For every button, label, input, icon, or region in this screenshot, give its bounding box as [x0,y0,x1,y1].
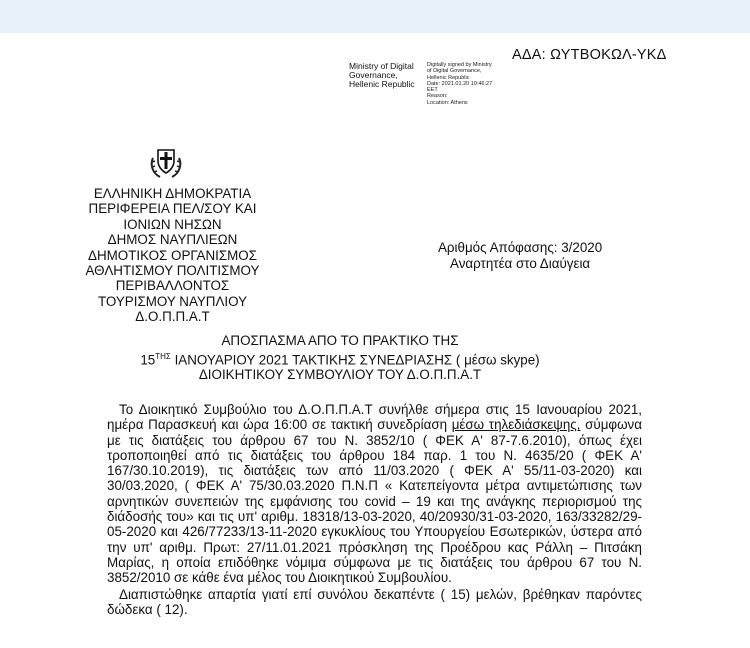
signature-line: Hellenic Republic [349,79,415,89]
org-line: ΔΗΜΟΤΙΚΟΣ ΟΡΓΑΝΙΣΜΟΣ [88,247,257,263]
paragraph-text: Το Διοικητικό Συμβούλιο του Δ.Ο.Π.Π.Α.Τ συνήλθε σήμερα στις 15 Ιανουαρίου 2021, ημέρα Παρασκευή και ώρα 16:00 σε τακτική συνεδρίαση [107,402,642,433]
signature-detail: EET [427,87,438,94]
org-line: ΤΟΥΡΙΣΜΟΥ ΝΑΥΠΛΙΟΥ [97,293,248,309]
body-paragraph [107,402,642,586]
org-line: Δ.Ο.Π.Π.Α.Τ [135,309,210,325]
decision-info [438,240,602,271]
signature-detail: Digitally signed by Ministry [427,62,492,68]
signature-line: Ministry of Digital [349,61,414,71]
org-line: ΔΗΜΟΣ ΝΑΥΠΛΙΕΩΝ [107,232,238,248]
signature-detail: Location: Athens [427,99,468,106]
heading-day: 15 [140,351,156,367]
org-line: ΑΘΛΗΤΙΣΜΟΥ ΠΟΛΙΤΙΣΜΟΥ [85,263,260,279]
signature-detail: of Digital Governance, [427,68,482,75]
heading-line-2 [130,349,550,368]
signature-detail: Hellenic Republic [427,74,470,81]
issuing-organization [70,186,275,325]
org-line: ΙΟΝΙΩΝ ΝΗΣΩΝ [123,216,222,232]
document-body [107,402,642,617]
digital-signature-details [427,62,492,106]
body-paragraph: Διαπιστώθηκε απαρτία γιατί επί συνόλου δεκαπέντε ( 15) μελών, βρέθηκαν παρόντες δώδεκα ( 12). [107,586,642,617]
signature-detail: Date: 2021.01.20 10:46:27 [427,80,493,87]
signature-detail: Reason: [427,93,448,100]
heading-day-suffix: ΤΗΣ [155,351,171,361]
org-line: ΠΕΡΙΦΕΡΕΙΑ ΠΕΛ/ΣΟΥ ΚΑΙ [88,201,257,217]
paragraph-text: σύμφωνα με τις διατάξεις του άρθρου 67 του Ν. 3852/10 ( ΦΕΚ Α' 87-7.6.2010), όπως έχει τροποποιηθεί από τις διατάξεις του άρθρου 184 παρ. 1 του Ν. 4635/20 ( ΦΕΚ Α' 167/30.10.2019), τις διατάξεις των από 11/03.2020 ( ΦΕΚ Α' 55/11-03-2020) και 30/03.2020, ( ΦΕΚ Α' 75/30.03.2020 Π.Ν.Π « Κατεπείγοντα μέτρα αντιμετώπισης των αρνητικών συνεπειών της εμφάνισης του covid – 19 και της ανάγκης περιορισμού της διάδοσής του» και τις υπ' αριθμ. 18318/13-03-2020, 40/20930/31-03-2020, 163/33282/29-05-2020 και 426/77233/13-11-2020 εγκυκλίους του Υπουργείου Εσωτερικών, ύστερα από την υπ' αριθμ. Πρωτ: 27/11.01.2021 πρόσκληση της Προέδρου κας Ράλλη – Πιτσάκη Μαρίας, η οποία επιδόθηκε νόμιμα σύμφωνα με τις διατάξεις του άρθρου 67 του Ν. 3852/2010 σε κάθε ένα μέλος του Διοικητικού Συμβουλίου. [107,417,642,586]
digital-signature-label [349,62,415,89]
decision-number: Αριθμός Απόφασης: 3/2020 [438,240,603,255]
org-line: ΠΕΡΙΒΑΛΛΟΝΤΟΣ [115,278,230,294]
ada-code: ΑΔΑ: ΩΥΤΒΟΚΩΛ-ΥΚΔ [512,47,667,63]
org-line: ΕΛΛΗΝΙΚΗ ΔΗΜΟΚΡΑΤΙΑ [93,186,252,201]
document-heading [130,333,550,383]
signature-line: Governance, [349,70,398,80]
greek-coat-of-arms-icon [148,144,184,180]
underlined-text: μέσω τηλεδιάσκεψης, [451,417,581,433]
viewer-top-bar [0,0,750,33]
posting-note: Αναρτητέα στο Διαύγεια [450,255,591,271]
heading-line-1: ΑΠΟΣΠΑΣΜΑ ΑΠΟ ΤΟ ΠΡΑΚΤΙΚΟ ΤΗΣ [221,333,459,348]
heading-line-3: ΔΙΟΙΚΗΤΙΚΟΥ ΣΥΜΒΟΥΛΙΟΥ ΤΟΥ Δ.Ο.Π.Π.Α.Τ [198,367,482,383]
heading-date-rest: ΙΑΝΟΥΑΡΙΟΥ 2021 ΤΑΚΤΙΚΗΣ ΣΥΝΕΔΡΙΑΣΗΣ ( μέσω skype) [170,351,540,367]
